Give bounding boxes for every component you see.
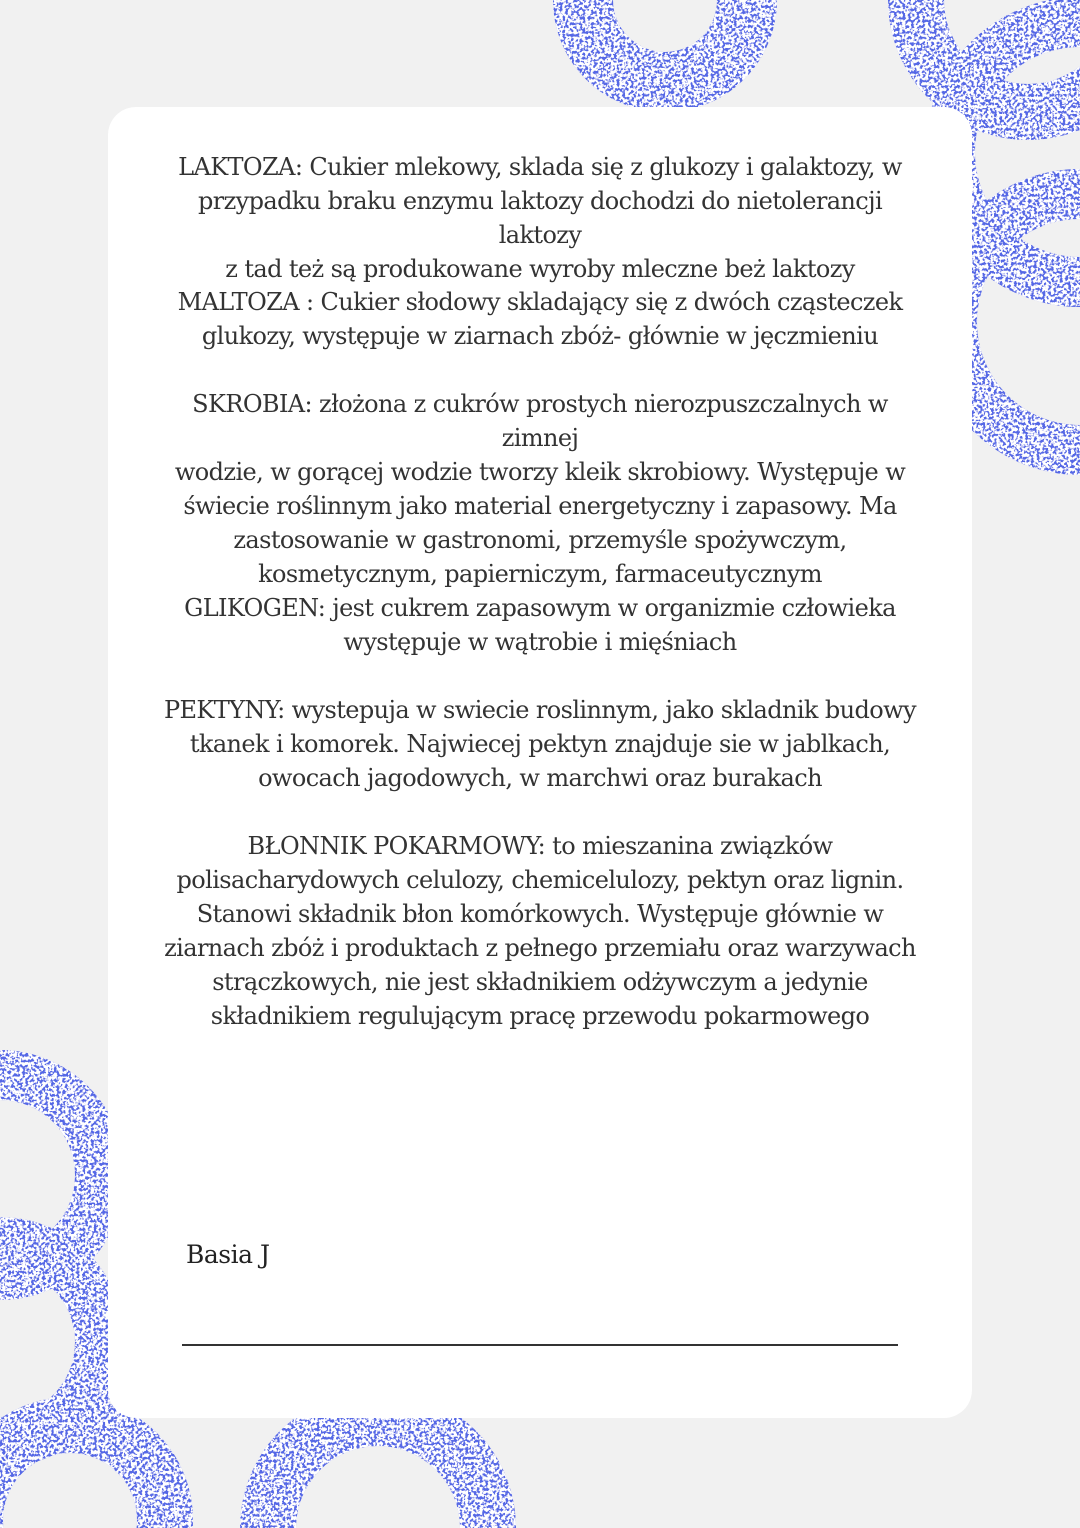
text-line: Stanowi składnik błon komórkowych. Występuje głównie w: [196, 900, 884, 928]
text-line: zastosowanie w gastronomi, przemyśle spożywczym,: [233, 526, 847, 554]
text-line: występuje w wątrobie i mięśniach: [343, 628, 737, 656]
content-card: [108, 107, 972, 1418]
text-line: wodzie, w gorącej wodzie tworzy kleik skrobiowy. Występuje w: [174, 458, 906, 486]
paragraph-skrobia: [158, 387, 922, 591]
text-line: ziarnach zbóż i produktach z pełnego przemiału oraz warzywach: [164, 934, 916, 962]
text-line: polisacharydowych celulozy, chemicelulozy, pektyn oraz lignin.: [176, 866, 904, 894]
bottom-ring-shape: [268, 1418, 488, 1528]
top-ring-shape: [583, 0, 747, 82]
text-line: składnikiem regulującym pracę przewodu pokarmowego: [210, 1002, 870, 1030]
paragraph-pektyny: [158, 693, 922, 795]
text-line: MALTOZA : Cukier słodowy skladający się z dwóch cząsteczek: [177, 288, 903, 316]
text-line: glukozy, występuje w ziarnach zbóż- głównie w jęczmieniu: [201, 322, 879, 350]
text-line: owocach jagodowych, w marchwi oraz burakach: [258, 764, 822, 792]
text-line: przypadku braku enzymu laktozy dochodzi do nietolerancji laktozy: [197, 187, 883, 249]
bottom-left-ring-shape: [0, 1425, 165, 1528]
signature-name: Basia J: [186, 1240, 270, 1269]
text-line: LAKTOZA: Cukier mlekowy, sklada się z glukozy i galaktozy, w: [178, 153, 902, 181]
text-line: PEKTYNY: wystepuja w swiecie roslinnym, jako skladnik budowy: [163, 696, 917, 724]
paragraph-glikogen: [158, 591, 922, 659]
text-line: kosmetycznym, papierniczym, farmaceutycznym: [258, 560, 822, 588]
text-line: tkanek i komorek. Najwiecej pektyn znajduje sie w jablkach,: [189, 730, 891, 758]
text-line: strączkowych, nie jest składnikiem odżywczym a jedynie: [212, 968, 868, 996]
text-line: GLIKOGEN: jest cukrem zapasowym w organizmie człowieka: [184, 594, 896, 622]
text-line: SKROBIA: złożona z cukrów prostych nierozpuszczalnych w zimnej: [192, 390, 888, 452]
paragraph-blonnik: [158, 829, 922, 1033]
text-line: BŁONNIK POKARMOWY: to mieszanina związków: [247, 832, 833, 860]
paragraph-laktoza: [158, 150, 922, 286]
paragraph-maltoza: [158, 285, 922, 353]
signature-line: [182, 1344, 898, 1346]
text-line: z tad też są produkowane wyroby mleczne beż laktozy: [225, 255, 855, 283]
text-line: świecie roślinnym jako material energetyczny i zapasowy. Ma: [183, 492, 897, 520]
